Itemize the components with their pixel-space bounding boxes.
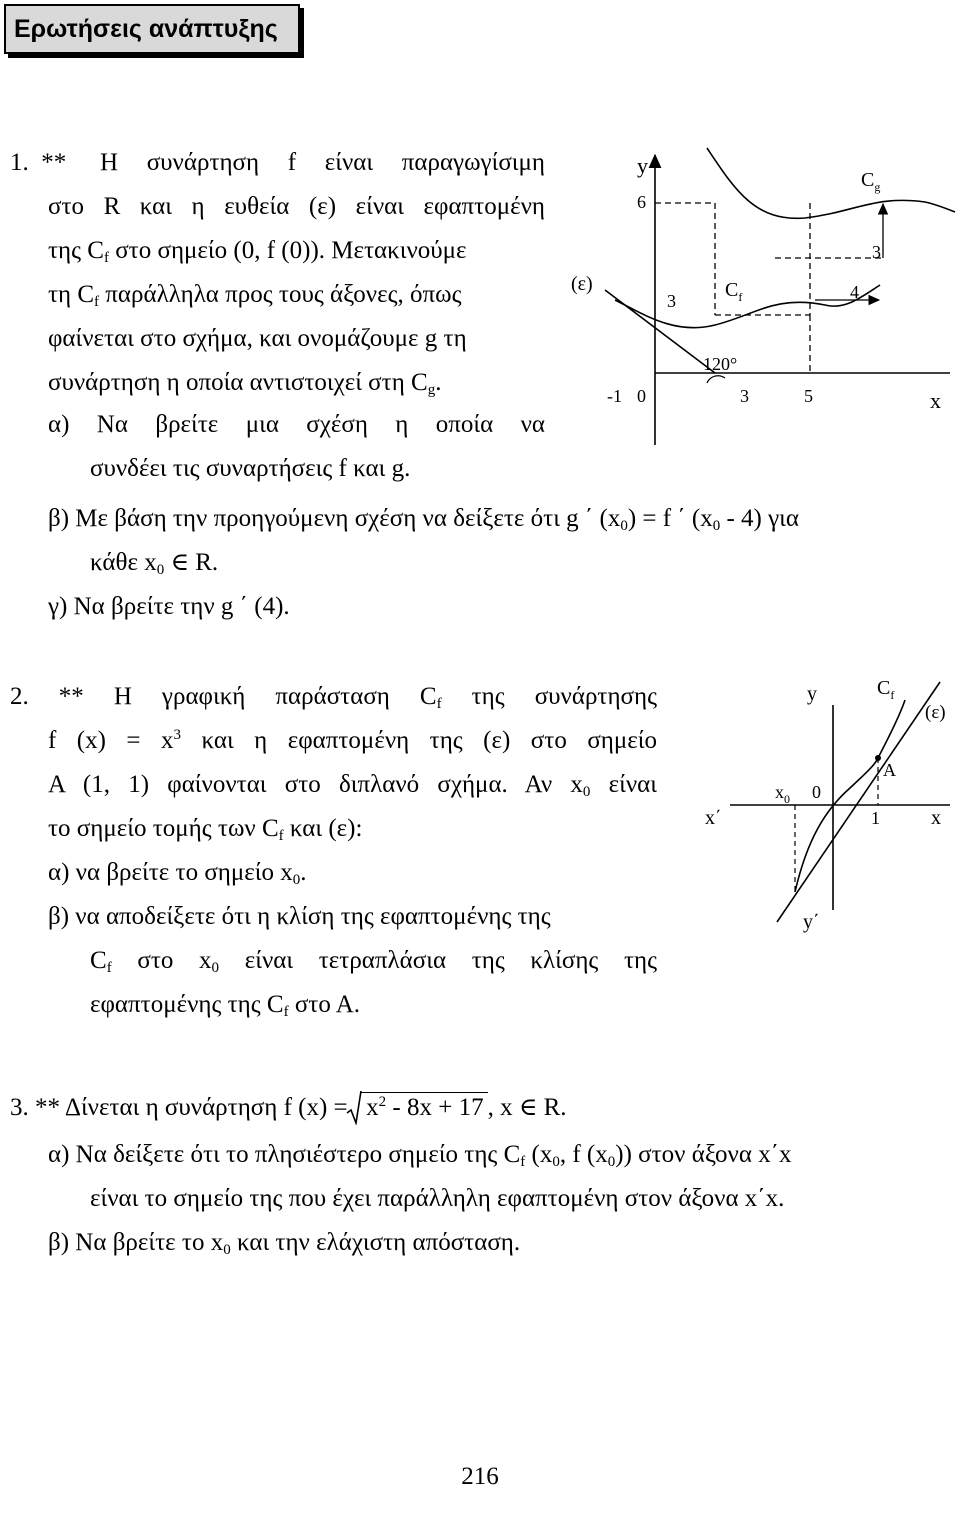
q3-part-a-1-sub3: 0: [607, 1154, 616, 1170]
q1-label-three-c: 3: [740, 386, 749, 406]
q2-part-a-a: α) να βρείτε το σημείο x: [48, 859, 293, 886]
q2-part-b-2-b: στο x: [111, 947, 212, 974]
q1-line-4-b: παράλληλα προς τους άξονες, όπως: [99, 281, 462, 308]
q3-part-a-1-d: )) στον άξονα x΄x: [615, 1141, 792, 1168]
q1-part-b-2: [90, 548, 218, 578]
q1-line-4: [48, 280, 461, 310]
q1-line-1-text: Η συνάρτηση f είναι παραγωγίσιμη: [100, 149, 545, 176]
q2-part-b-2-a: C: [90, 947, 107, 974]
q3-radicand-a: x: [366, 1094, 379, 1121]
q3-part-a-1-sub2: 0: [552, 1154, 560, 1170]
q1-part-b-1: [48, 504, 799, 534]
q3-radicand-b: - 8x + 17: [386, 1094, 484, 1121]
q3-part-b-b: και την ελάχιστη απόσταση.: [230, 1229, 521, 1256]
q2-label-x0: $x_0$: [775, 782, 790, 806]
q3-radicand-sup: 2: [378, 1094, 387, 1110]
q2-line-3-sub: 0: [582, 784, 591, 800]
q2-part-b-2-sub2: 0: [211, 960, 220, 976]
q2-line-3-b: είναι: [590, 771, 657, 798]
q1-line-3: [48, 236, 467, 266]
q1-label-x: x: [930, 388, 941, 413]
q3-part-b-a: β) Να βρείτε το x: [48, 1229, 224, 1256]
q2-part-a-sub: 0: [292, 872, 301, 888]
q3-radical: [360, 1092, 487, 1123]
q1-figure: [565, 140, 960, 470]
q2-line-3: [48, 770, 657, 800]
q1-label-epsilon: (ε): [571, 273, 593, 295]
q3-part-b: [48, 1228, 520, 1258]
q2-part-b-3: [90, 990, 360, 1020]
q1-part-b-1-c: - 4) για: [720, 505, 800, 532]
q1-label-cf: $C_f$: [725, 279, 743, 304]
q2-part-b-3-sub: f: [283, 1004, 289, 1020]
q2-part-a: [48, 858, 307, 888]
q1-part-b-2-sub: 0: [156, 562, 165, 578]
page-number: 216: [461, 1463, 499, 1490]
q3-part-b-sub: 0: [223, 1242, 231, 1258]
q3-line-1: [10, 1092, 567, 1123]
q1-line-2: στο R και η ευθεία (ε) είναι εφαπτομένη: [48, 193, 545, 220]
q1-part-b-1-sub1: 0: [620, 518, 628, 534]
q1-line-1: [10, 148, 73, 178]
q2-label-a: A: [883, 760, 896, 780]
q1-line-3-sub: f: [103, 250, 109, 266]
q1-part-a-1: α) Να βρείτε μια σχέση η οποία να: [48, 411, 545, 438]
q2-part-b-2-sub1: f: [106, 960, 112, 976]
q1-label-angle: 120°: [703, 354, 738, 374]
q1-line-3-b: στο σημείο (0, f (0)). Μετακινούμε: [108, 237, 467, 264]
q2-label-zero: 0: [812, 782, 821, 802]
q2-line-4-b: και (ε):: [283, 815, 363, 842]
q1-part-b-1-a: β) Με βάση την προηγούμενη σχέση να δείξετε ότι g ΄ (x: [48, 505, 621, 532]
q1-label-minus-one: -1: [607, 386, 622, 406]
q2-line-2-b: και η εφαπτομένη της (ε) στο σημείο: [181, 727, 657, 754]
q1-part-a-2: συνδέει τις συναρτήσεις f και g.: [90, 455, 411, 482]
q1-line-6-b: .: [435, 369, 442, 396]
q2-part-a-b: .: [300, 859, 307, 886]
q2-part-b-3-b: στο Α.: [288, 991, 361, 1018]
q1-label-three-b: 3: [872, 242, 881, 262]
q1-line-6: [48, 368, 441, 398]
q3-part-a-2: είναι το σημείο της που έχει παράλληλη εφαπτομένη στον άξονα x΄x.: [90, 1185, 785, 1212]
q2-line-3-a: Α (1, 1) φαίνονται στο διπλανό σχήμα. Αν x: [48, 771, 583, 798]
q1-part-c: γ) Να βρείτε την g ΄ (4).: [48, 593, 290, 620]
q2-label-x: x: [931, 807, 941, 829]
q2-line-1-sub: f: [436, 696, 442, 712]
q2-label-yprime: y΄: [803, 911, 820, 933]
q2-line-2-sup: 3: [173, 727, 182, 743]
q1-stars: **: [41, 149, 67, 176]
q3-part-a-1: [48, 1140, 792, 1170]
q2-line-1: [10, 682, 657, 712]
q1-label-zero: 0: [637, 386, 646, 406]
q2-label-epsilon: (ε): [925, 702, 946, 723]
q2-figure: [695, 670, 960, 935]
q3-part-a-1-a: α) Να δείξετε ότι το πλησιέστερο σημείο της C: [48, 1141, 521, 1168]
q2-label-y: y: [807, 683, 817, 705]
q3-radical-sign: [346, 1091, 362, 1125]
q2-part-b-1: β) να αποδείξετε ότι η κλίση της εφαπτομένης της: [48, 903, 551, 930]
q2-part-b-3-a: εφαπτομένης της C: [90, 991, 284, 1018]
q1-line-4-sub: f: [94, 294, 100, 310]
q1-label-cg: $C_g$: [861, 169, 881, 194]
q1-label-three-a: 3: [667, 291, 676, 311]
q3-part-a-1-b: (x: [525, 1141, 553, 1168]
q1-line-6-a: συνάρτηση η οποία αντιστοιχεί στη C: [48, 369, 428, 396]
q2-line-1-b: της συνάρτησης: [441, 683, 657, 710]
q2-line-4-sub: f: [278, 828, 284, 844]
q2-part-b-2-c: είναι τετραπλάσια της κλίσης της: [219, 947, 657, 974]
q2-line-1-a: 2. ** Η γραφική παράσταση C: [10, 683, 437, 710]
q1-label-six: 6: [637, 192, 646, 212]
q1-curve-cg: [707, 148, 955, 218]
q1-part-b-2-b: ∈ R.: [164, 549, 219, 576]
q1-line-3-a: της C: [48, 237, 104, 264]
q2-point-a: [875, 755, 881, 761]
q3-part-a-1-sub1: f: [520, 1154, 526, 1170]
q1-label-four: 4: [850, 282, 859, 302]
q1-part-b-2-a: κάθε x: [90, 549, 157, 576]
section-title: Ερωτήσεις ανάπτυξης: [4, 4, 300, 54]
q1-part-b-1-b: ) = f ΄ (x: [627, 505, 713, 532]
q2-line-4: [48, 814, 362, 844]
q3-line-1-b: , x ∈ R.: [487, 1094, 567, 1121]
q1-line-4-a: τη C: [48, 281, 95, 308]
q2-label-cf: $C_f$: [877, 677, 895, 702]
q1-number: 1.: [10, 149, 29, 176]
q1-line-6-sub: g: [427, 382, 436, 398]
q2-part-b-2: [90, 946, 657, 976]
q1-part-b-1-sub2: 0: [712, 518, 721, 534]
q3-part-a-1-c: , f (x: [559, 1141, 608, 1168]
q3-line-1-a: 3. ** Δίνεται η συνάρτηση f (x) =: [10, 1094, 348, 1121]
q1-label-five: 5: [804, 386, 813, 406]
q1-line-5: φαίνεται στο σχήμα, και ονομάζουμε g τη: [48, 325, 467, 352]
q2-tangent-line: [777, 682, 940, 922]
q1-label-y: y: [637, 153, 648, 178]
q2-line-2-a: f (x) = x: [48, 727, 174, 754]
q2-line-2: [48, 726, 657, 756]
q2-label-one: 1: [871, 808, 880, 828]
q2-line-4-a: το σημείο τομής των C: [48, 815, 279, 842]
q2-label-xprime: x΄: [705, 807, 722, 829]
q1-angle-arc: [707, 376, 725, 383]
